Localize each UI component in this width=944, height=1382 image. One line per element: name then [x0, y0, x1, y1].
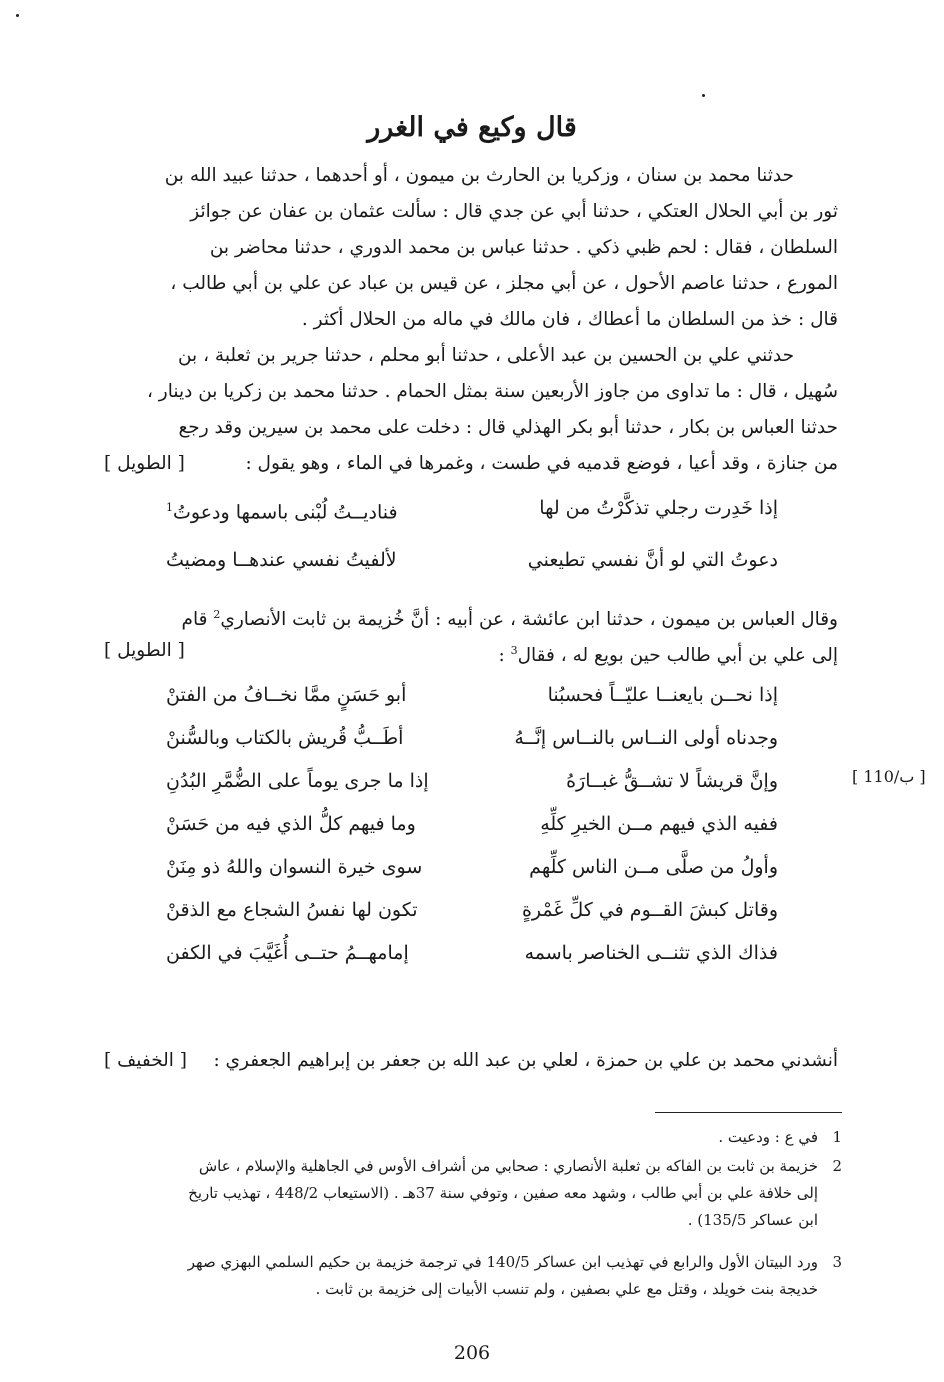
paragraph-text: :	[498, 645, 505, 667]
footnote-line: في ع : ودعيت .	[718, 1128, 818, 1146]
poem-2-hemistich-second: سوى خيرة النسوان واللهُ ذو مِنَنْ	[166, 856, 423, 878]
meter-label: [ الخفيف ]	[104, 1050, 188, 1071]
footnote-line: خزيمة بن ثابت بن الفاكه بن ثعلبة الأنصاري : صحابي من أشراف الأوس في الجاهلية والإسلام ، عاش	[198, 1157, 818, 1175]
poem-2-hemistich-first: وأولُ من صلَّى مــن الناس كلِّهم	[529, 856, 778, 878]
footnote-ref: 3	[510, 644, 518, 657]
paragraph-2-line: سُهيل ، قال : ما تداوى من جاوز الأربعين سنة بمثل الحمام . حدثنا محمد بن زكريا بن دينار ،	[146, 381, 838, 402]
footnote-line: خديجة بنت خويلد ، وقتل مع علي بصفين ، ولم تنسب الأبيات إلى خزيمة بن ثابت .	[315, 1280, 818, 1298]
footnote-line: ورد البيتان الأول والرابع في تهذيب ابن عساكر 140/5 في ترجمة خزيمة بن حكيم السلمي البهزي صهر	[187, 1253, 818, 1271]
footnote-line: إلى خلافة علي بن أبي طالب ، وشهد معه صفين ، وتوفي سنة 37هـ . (الاستيعاب 448/2 ، تهذيب تاريخ	[188, 1184, 818, 1202]
poem-2-hemistich-first: وإنَّ قريشاً لا تشــقُّ غبــارَهُ	[566, 770, 778, 792]
paragraph-2-line: من جنازة ، وقد أعيا ، فوضع قدميه في طست ، وغمرها في الماء ، وهو يقول :	[245, 453, 838, 474]
poem-2-hemistich-second: أطَــبُّ قُريش بالكتاب وبالسُّننْ	[166, 727, 404, 749]
poem-1-hemistich-second: لألفيتُ نفسي عندهــا ومضيتُ	[166, 549, 397, 571]
poem-2-hemistich-second: وما فيهم كلُّ الذي فيه من حَسَنْ	[166, 813, 416, 835]
meter-label: [ الطويل ]	[104, 640, 185, 661]
poem-1-hemistich-first: إذا خَدِرت رجلي تذكَّرْتُ من لها	[539, 497, 778, 519]
paragraph-1-line: السلطان ، فقال : لحم ظبي ذكي . حدثنا عباس بن محمد الدوري ، حدثنا محاضر بن	[209, 237, 838, 258]
poem-2-hemistich-first: إذا نحــن بايعنــا عليّــاً فحسبُنا	[547, 684, 778, 706]
paragraph-text: قام	[181, 609, 208, 631]
poem-2-hemistich-second: أبو حَسَنٍ ممَّا نخــافُ من الفتنْ	[166, 684, 407, 706]
footnote-number: 1	[832, 1128, 842, 1146]
manuscript-folio-marker: [ 110/ب ]	[852, 767, 926, 786]
footnote-number: 2	[832, 1157, 842, 1175]
paragraph-1-line: ثور بن أبي الحلال العتكي ، حدثنا أبي عن جدي قال : سألت عثمان بن عفان عن جوائز	[190, 201, 838, 222]
poem-2-hemistich-second: إمامهــمُ حتــى أُغَيَّبَ في الكفن	[166, 942, 409, 964]
poem-1-hemistich-second	[166, 493, 398, 527]
hemistich-text: فناديــتُ لُبْنى باسمها ودعوتُ	[173, 501, 398, 524]
poem-2-hemistich-second: إذا ما جرى يوماً على الضُّمَّرِ البُدُنِ	[166, 770, 429, 792]
paragraph-text: وقال العباس بن ميمون ، حدثنا ابن عائشة ، عن أبيه : أنَّ خُزيمة بن ثابت الأنصاري	[220, 609, 838, 631]
poem-2-hemistich-first: فذاك الذي تثنــى الخناصر باسمه	[524, 942, 778, 964]
poem-1-hemistich-first: دعوتُ التي لو أنَّ نفسي تطيعني	[527, 549, 778, 571]
paragraph-2-line: حدثني علي بن الحسين بن عبد الأعلى ، حدثنا أبو محلم ، حدثنا جرير بن ثعلبة ، بن	[177, 345, 794, 366]
footnote-ref: 2	[213, 608, 221, 621]
paragraph-1-line: حدثنا محمد بن سنان ، وزكريا بن الحارث بن ميمون ، أو أحدهما ، حدثنا عبيد الله بن	[164, 165, 794, 186]
paragraph-3-line	[102, 600, 838, 635]
page-number: 206	[453, 1342, 491, 1364]
paragraph-text: إلى علي بن أبي طالب حين بويع له ، فقال	[517, 645, 838, 667]
paragraph-1-line: المورع ، حدثنا عاصم الأحول ، عن أبي مجلز ، عن قيس بن عباد عن علي بن أبي طالب ،	[170, 273, 838, 294]
scan-speck	[16, 14, 19, 17]
footnote-ref: 1	[166, 501, 173, 514]
section-title: قال وكيع في الغرر	[367, 112, 577, 143]
paragraph-2-line: حدثنا العباس بن بكار ، حدثنا أبو بكر الهذلي قال : دخلت على محمد بن سيرين وقد رجع	[178, 417, 838, 438]
paragraph-4-line: أنشدني محمد بن علي بن حمزة ، لعلي بن عبد الله بن جعفر بن إبراهيم الجعفري :	[213, 1050, 838, 1071]
paragraph-1-line: قال : خذ من السلطان ما أعطاك ، فان مالك في ماله من الحلال أكثر .	[301, 309, 838, 330]
poem-2-hemistich-second: تكون لها نفسُ الشجاع مع الذقنْ	[166, 899, 418, 921]
footnote-separator	[655, 1112, 842, 1113]
meter-label: [ الطويل ]	[104, 453, 185, 474]
paragraph-3-line	[102, 636, 838, 671]
footnote-number: 3	[832, 1253, 842, 1271]
poem-2-hemistich-first: وقاتل كبشَ القــوم في كلِّ غَمْرةٍ	[521, 899, 778, 921]
scan-speck	[702, 94, 705, 97]
footnote-line: ابن عساكر 135/5) .	[687, 1211, 818, 1229]
poem-2-hemistich-first: وجدناه أولى النــاس بالنــاس إنَّــهُ	[514, 727, 778, 749]
poem-2-hemistich-first: ففيه الذي فيهم مــن الخيرِ كلِّهِ	[540, 813, 778, 835]
